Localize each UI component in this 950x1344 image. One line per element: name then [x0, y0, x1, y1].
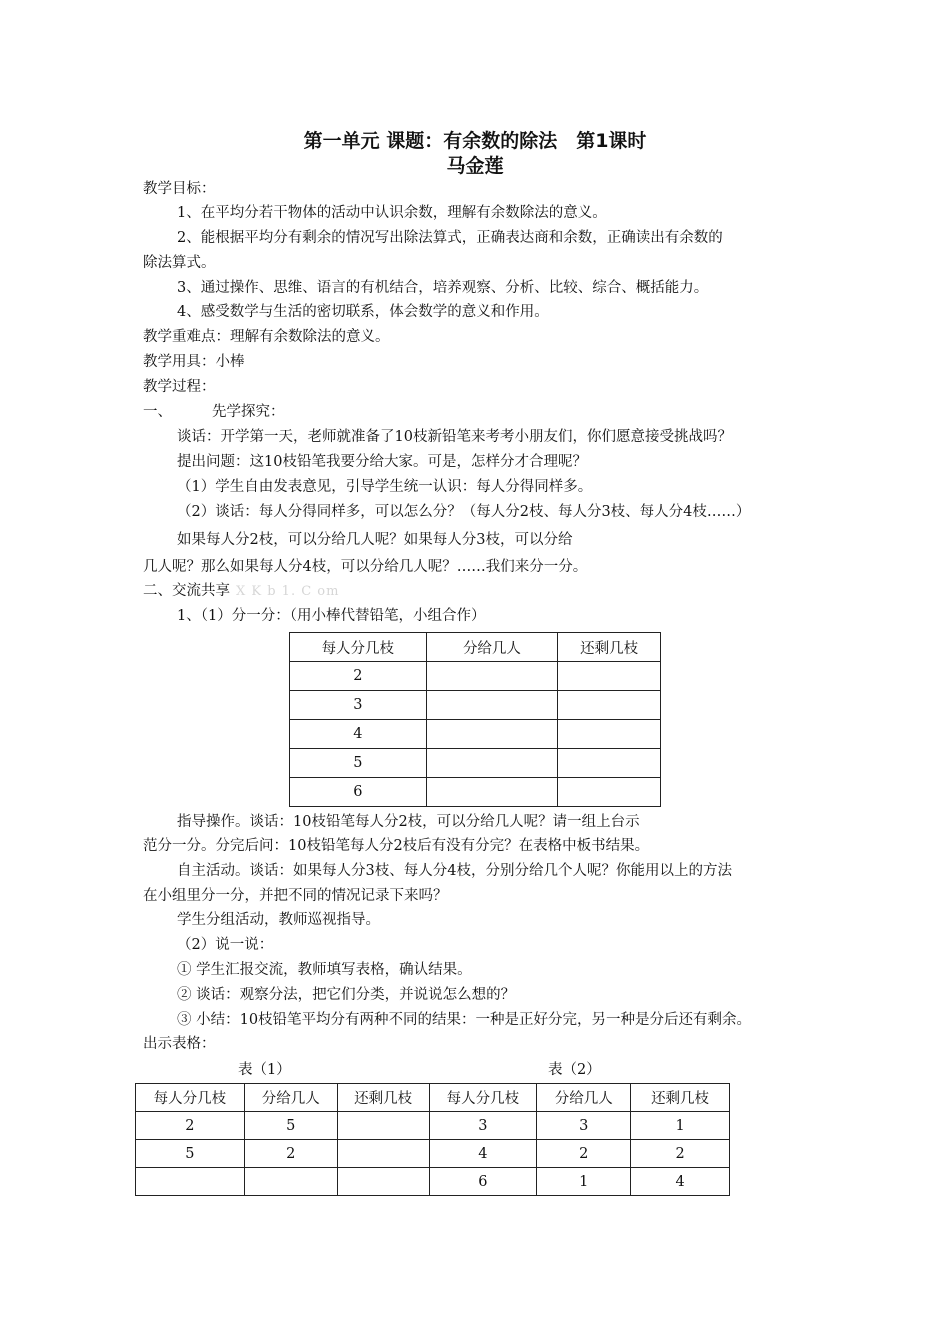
table-cell: 3 [537, 1112, 631, 1140]
table-cell [558, 691, 661, 720]
table-header-cell: 分给几人 [244, 1084, 337, 1112]
table-cell: 6 [429, 1168, 537, 1196]
table-row [290, 778, 661, 807]
guide-text-1: 指导操作。谈话：10枝铅笔每人分2枝，可以分给几人呢？请一组上台示 [177, 814, 640, 830]
objective-4: 4、感受数学与生活的密切联系，体会数学的意义和作用。 [177, 304, 549, 320]
table-header-cell: 每人分几枝 [429, 1084, 537, 1112]
table-header-cell: 还剩几枝 [558, 633, 661, 662]
part2-heading [143, 581, 339, 602]
objective-3: 3、通过操作、思维、语言的有机结合，培养观察、分析、比较、综合、概括能力。 [177, 280, 709, 296]
table-cell: 1 [631, 1112, 730, 1140]
table-header-cell: 分给几人 [426, 633, 558, 662]
paragraph-step2: （2）谈话：每人分得同样多，可以怎么分？（每人分2枝、每人分3枝、每人分4枝……） [177, 504, 751, 520]
table-cell: 3 [290, 691, 427, 720]
table-caption-left: 表（1） [238, 1062, 291, 1078]
say-item-3: ③ 小结：10枝铅笔平均分有两种不同的结果：一种是正好分完，另一种是分后还有剩余。 [177, 1012, 752, 1028]
table-row [290, 662, 661, 691]
table-cell [558, 778, 661, 807]
table-header-cell: 分给几人 [537, 1084, 631, 1112]
objective-2-cont: 除法算式。 [143, 255, 216, 271]
table-cell: 4 [631, 1168, 730, 1196]
author-name: 马金莲 [446, 155, 504, 177]
table-header-cell: 每人分几枝 [290, 633, 427, 662]
table-cell: 2 [290, 662, 427, 691]
group-activity: 学生分组活动，教师巡视指导。 [177, 912, 380, 928]
process-heading: 教学过程： [143, 379, 216, 395]
paragraph-step1: （1）学生自由发表意见，引导学生统一认识：每人分得同样多。 [177, 479, 593, 495]
paragraph-ifs: 如果每人分2枝，可以分给几人呢？如果每人分3枝，可以分给 [177, 532, 573, 548]
key-point: 教学重难点：理解有余数除法的意义。 [143, 329, 390, 345]
self-activity-1: 自主活动。谈话：如果每人分3枝、每人分4枝，分别分给几个人呢？你能用以上的方法 [177, 863, 732, 879]
table-cell: 4 [429, 1140, 537, 1168]
paragraph-ifs-cont: 几人呢？那么如果每人分4枝，可以分给几人呢？……我们来分一分。 [143, 559, 588, 575]
table-cell [558, 720, 661, 749]
table-cell [136, 1168, 245, 1196]
table-cell: 5 [244, 1112, 337, 1140]
part2-title: 二、交流共享 [143, 583, 230, 599]
table-cell [558, 662, 661, 691]
watermark: X K b 1. C om [236, 584, 340, 599]
table-cell [337, 1140, 429, 1168]
table-row [136, 1140, 730, 1168]
table-cell [426, 720, 558, 749]
table-cell: 2 [244, 1140, 337, 1168]
paragraph-talk: 谈话：开学第一天，老师就准备了10枝新铅笔来考考小朋友们，你们愿意接受挑战吗？ [177, 429, 732, 445]
table-cell [426, 691, 558, 720]
table-cell [426, 778, 558, 807]
table-cell: 5 [290, 749, 427, 778]
table-header-row [136, 1084, 730, 1112]
table-cell: 1 [537, 1168, 631, 1196]
table-header-row [290, 633, 661, 662]
table-cell [426, 749, 558, 778]
table-row [290, 691, 661, 720]
table-cell [337, 1112, 429, 1140]
show-table-label: 出示表格： [143, 1036, 216, 1052]
objective-2: 2、能根据平均分有剩余的情况写出除法算式，正确表达商和余数，正确读出有余数的 [177, 230, 723, 246]
division-table [289, 632, 661, 807]
table-cell: 6 [290, 778, 427, 807]
objectives-heading: 教学目标： [143, 181, 216, 197]
say-item-2: ② 谈话：观察分法，把它们分类，并说说怎么想的？ [177, 987, 516, 1003]
table-cell: 2 [136, 1112, 245, 1140]
part1-title: 先学探究： [212, 404, 285, 420]
table-cell [426, 662, 558, 691]
say-heading: （2）说一说： [177, 937, 274, 953]
table-header-cell: 还剩几枝 [337, 1084, 429, 1112]
part1-number: 一、 [143, 404, 172, 420]
table-row [136, 1168, 730, 1196]
table-header-cell: 每人分几枝 [136, 1084, 245, 1112]
table-caption-right: 表（2） [548, 1062, 601, 1078]
table-header-cell: 还剩几枝 [631, 1084, 730, 1112]
lesson-title: 第一单元 课题：有余数的除法 第1课时 [303, 130, 647, 152]
table-cell: 3 [429, 1112, 537, 1140]
activity-1: 1、（1）分一分：（用小棒代替铅笔，小组合作） [177, 608, 486, 624]
table-row [290, 749, 661, 778]
table-cell: 5 [136, 1140, 245, 1168]
result-table [135, 1083, 730, 1196]
table-cell [558, 749, 661, 778]
table-row [290, 720, 661, 749]
guide-text-2: 范分一分。分完后问：10枝铅笔每人分2枝后有没有分完？在表格中板书结果。 [143, 838, 650, 854]
table-cell [244, 1168, 337, 1196]
teaching-tools: 教学用具：小棒 [143, 354, 245, 370]
self-activity-2: 在小组里分一分，并把不同的情况记录下来吗？ [143, 888, 448, 904]
paragraph-question: 提出问题：这10枝铅笔我要分给大家。可是，怎样分才合理呢？ [177, 454, 587, 470]
table-row [136, 1112, 730, 1140]
say-item-1: ① 学生汇报交流，教师填写表格，确认结果。 [177, 962, 472, 978]
table-cell [337, 1168, 429, 1196]
table-cell: 4 [290, 720, 427, 749]
table-cell: 2 [537, 1140, 631, 1168]
objective-1: 1、在平均分若干物体的活动中认识余数，理解有余数除法的意义。 [177, 205, 607, 221]
table-cell: 2 [631, 1140, 730, 1168]
